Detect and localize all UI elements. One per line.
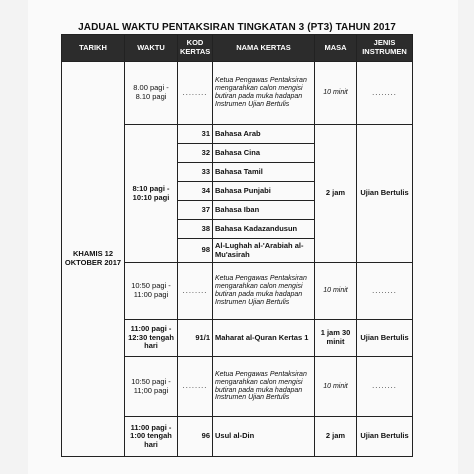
paper-name-cell: Usul al-Din <box>213 417 315 457</box>
exam-time-cell: 11:00 pagi - 1:00 tengah hari <box>125 417 178 457</box>
instruction-text: Ketua Pengawas Pentaksiran mengarahkan calon mengisi butiran pada muka hadapan Instrumen Ujian Bertulis <box>213 263 315 320</box>
kod-cell: 91/1 <box>178 320 213 357</box>
kod-dots: ........ <box>178 62 213 125</box>
kod-cell: 31 <box>178 125 213 144</box>
pre-time-cell: 8.00 pagi - 8.10 pagi <box>125 62 178 125</box>
masa-cell: 1 jam 30 minit <box>315 320 357 357</box>
header-jenis: JENIS INSTRUMEN <box>357 35 413 62</box>
jenis-cell: Ujian Bertulis <box>357 125 413 263</box>
header-tarikh: TARIKH <box>62 35 125 62</box>
pre-masa-cell: 10 minit <box>315 357 357 417</box>
instruction-text: Ketua Pengawas Pentaksiran mengarahkan calon mengisi butiran pada muka hadapan Instrumen Ujian Bertulis <box>213 357 315 417</box>
page-title: JADUAL WAKTU PENTAKSIRAN TINGKATAN 3 (PT3) TAHUN 2017 <box>78 22 396 33</box>
paper-name-cell: Bahasa Punjabi <box>213 182 315 201</box>
date-text: KHAMIS 12 OKTOBER 2017 <box>64 249 122 267</box>
paper-name-cell: Bahasa Cina <box>213 144 315 163</box>
header-row <box>62 35 413 62</box>
kod-cell: 32 <box>178 144 213 163</box>
jenis-dots: ........ <box>357 62 413 125</box>
jenis-cell: Ujian Bertulis <box>357 320 413 357</box>
instruction-text: Ketua Pengawas Pentaksiran mengarahkan calon mengisi butiran pada muka hadapan Instrumen Ujian Bertulis <box>213 62 315 125</box>
paper-name-cell: Bahasa Arab <box>213 125 315 144</box>
header-kod: KOD KERTAS <box>178 35 213 62</box>
kod-dots: ........ <box>178 357 213 417</box>
paper-name-cell: Maharat al-Quran Kertas 1 <box>213 320 315 357</box>
exam-time-cell: 11:00 pagi - 12:30 tengah hari <box>125 320 178 357</box>
paper-name-cell: Bahasa Kadazandusun <box>213 220 315 239</box>
kod-cell: 96 <box>178 417 213 457</box>
header-nama: NAMA KERTAS <box>213 35 315 62</box>
paper-name-cell: Al-Lughah al-'Arabiah al-Mu'asirah <box>213 239 315 263</box>
header-masa: MASA <box>315 35 357 62</box>
masa-cell: 2 jam <box>315 417 357 457</box>
date-cell <box>62 62 125 457</box>
table-row <box>62 62 413 125</box>
kod-dots: ........ <box>178 263 213 320</box>
masa-cell: 2 jam <box>315 125 357 263</box>
schedule-table <box>61 34 413 457</box>
exam-time-cell: 8:10 pagi - 10:10 pagi <box>125 125 178 263</box>
paper-name-cell: Bahasa Tamil <box>213 163 315 182</box>
jenis-dots: ........ <box>357 263 413 320</box>
pre-time-cell: 10:50 pagi - 11:00 pagi <box>125 263 178 320</box>
kod-cell: 37 <box>178 201 213 220</box>
jenis-cell: Ujian Bertulis <box>357 417 413 457</box>
kod-cell: 34 <box>178 182 213 201</box>
header-waktu: WAKTU <box>125 35 178 62</box>
kod-cell: 38 <box>178 220 213 239</box>
pre-time-cell: 10:50 pagi - 11;00 pagi <box>125 357 178 417</box>
pre-masa-cell: 10 minit <box>315 62 357 125</box>
jenis-dots: ........ <box>357 357 413 417</box>
kod-cell: 98 <box>178 239 213 263</box>
pre-masa-cell: 10 minit <box>315 263 357 320</box>
kod-cell: 33 <box>178 163 213 182</box>
paper-name-cell: Bahasa Iban <box>213 201 315 220</box>
